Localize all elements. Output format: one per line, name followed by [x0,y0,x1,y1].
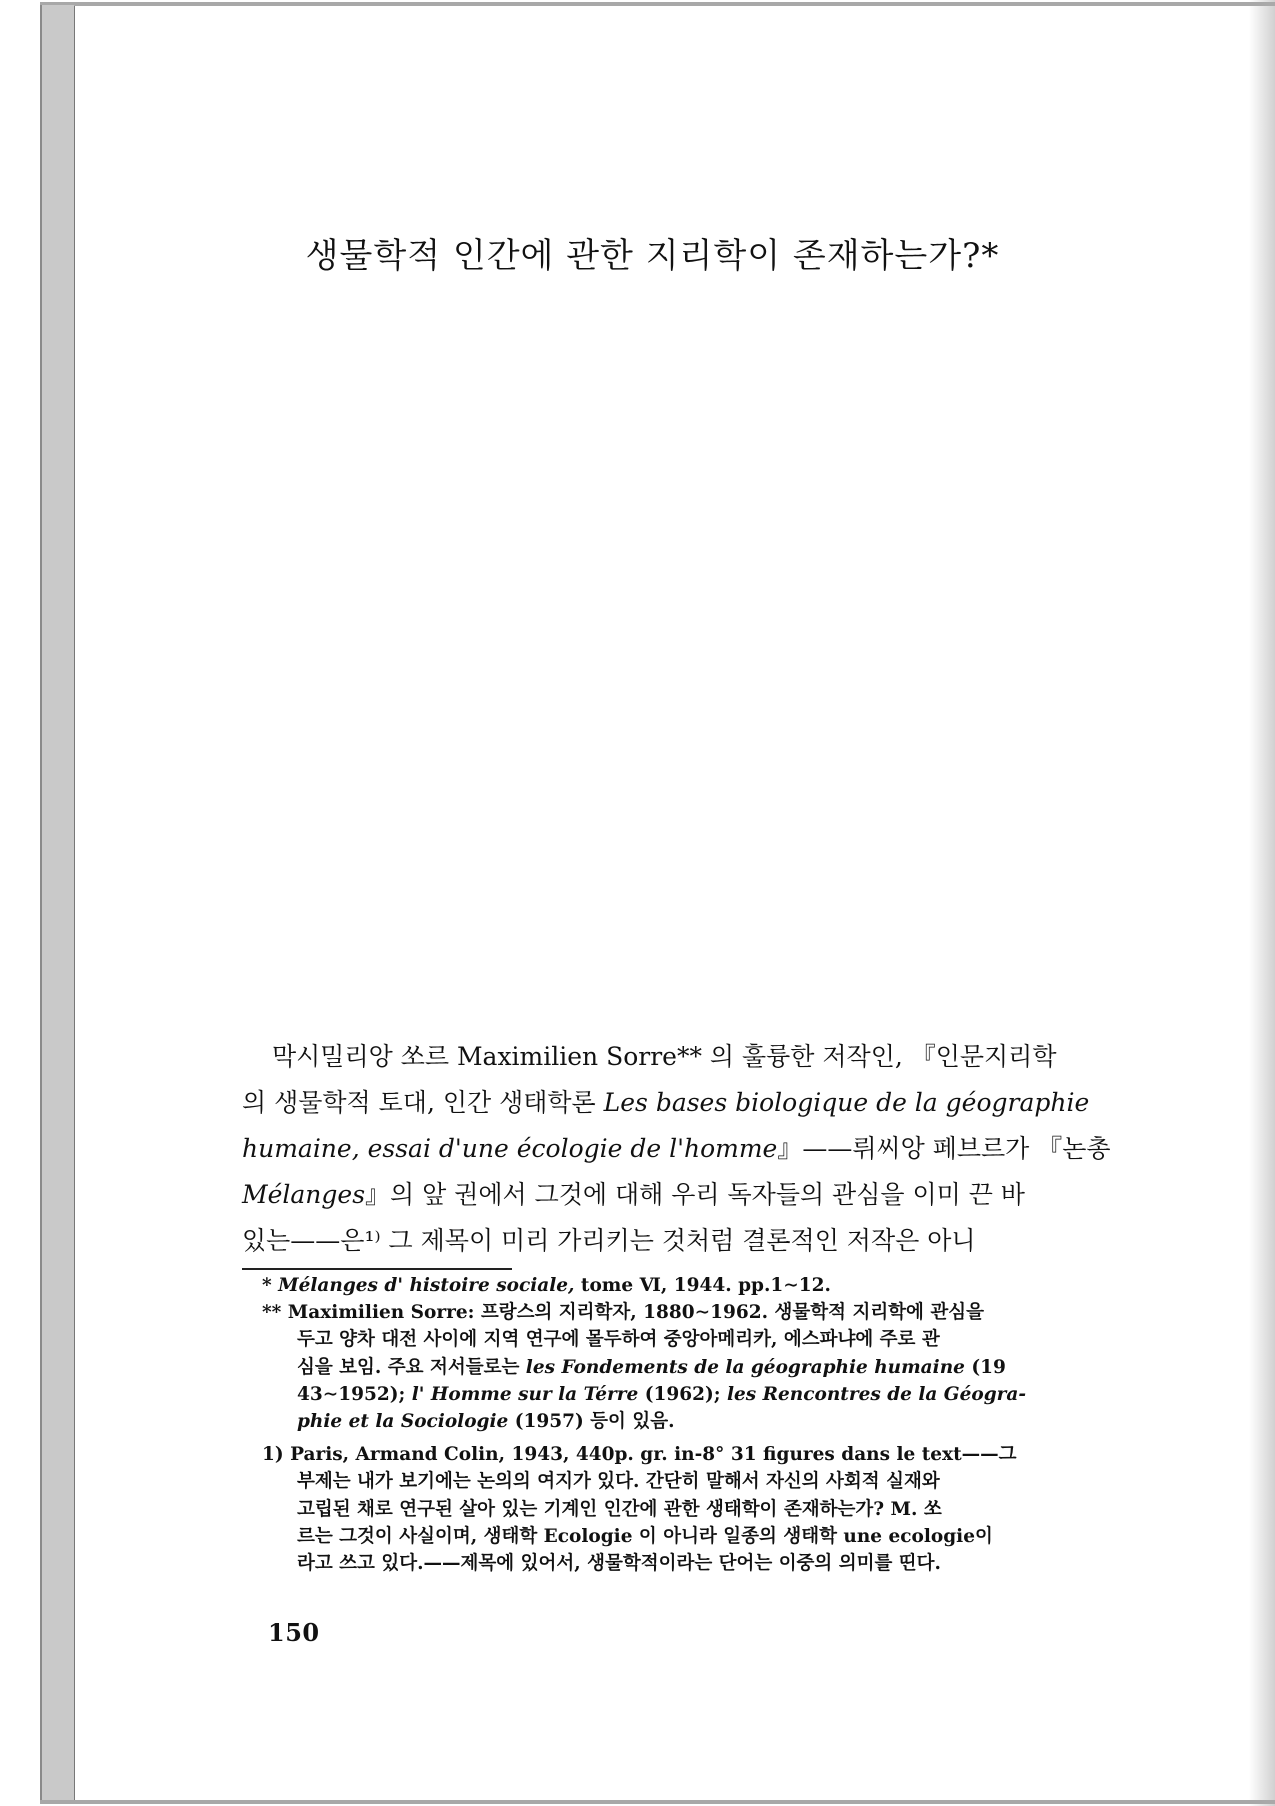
footnote-line [262,1381,1108,1408]
text-run: tome Ⅵ, 1944. pp.1∼12. [574,1275,831,1296]
italic-text: Mélanges [242,1180,366,1209]
body-line [242,1034,1104,1080]
footnote-line [262,1299,1108,1326]
italic-text: les Rencontres de la Géogra- [726,1383,1027,1405]
text-run: 1) Paris, Armand Colin, 1943, 440p. gr. in-8° 31 figures dans le text——그 [262,1444,1017,1466]
text-run: (1962); [638,1383,727,1405]
italic-text: humaine, essai d'une écologie de l'homme [242,1134,778,1163]
text-run: 있는——은¹⁾ 그 제목이 미리 가리키는 것처럼 결론적인 저작은 아니 [242,1226,976,1255]
footnote [262,1272,1108,1299]
footnote-line [262,1523,1108,1550]
footnotes [262,1272,1108,1577]
italic-text: Mélanges d' histoire sociale, [278,1275,575,1296]
text-run: * [262,1275,279,1296]
footnote-line [262,1326,1108,1353]
page-number: 150 [268,1618,320,1647]
italic-text: les Fondements de la géographie humaine [525,1356,965,1378]
text-run: 의 생물학적 토대, 인간 생태학론 [242,1088,604,1117]
body-line [242,1080,1104,1126]
text-run: 43∼1952); [297,1383,412,1405]
footnote-line [262,1550,1108,1577]
footnote-line [262,1468,1108,1495]
text-run: 』——뤼씨앙 페브르가 『논총 [777,1134,1111,1163]
text-run: (1957) 등이 있음. [508,1411,675,1433]
text-run: 고립된 채로 연구된 살아 있는 기계인 인간에 관한 생태학이 존재하는가? M. 쏘 [297,1498,942,1520]
footnote-line [262,1441,1108,1468]
footnote-line [262,1496,1108,1523]
italic-text: l' Homme sur la Térre [411,1383,639,1405]
body-line [242,1172,1104,1218]
text-run: 라고 쓰고 있다.——제목에 있어서, 생물학적이라는 단어는 이중의 의미를 띤다. [297,1553,941,1575]
book-bottom-edge [40,1800,1275,1804]
text-run: 심을 보임. 주요 저서들로는 [297,1356,526,1378]
footnote-line [262,1408,1108,1435]
footnote-rule [242,1268,512,1270]
chapter-title: 생물학적 인간에 관한 지리학이 존재하는가?* [305,236,1000,276]
text-run: 부제는 내가 보기에는 논의의 여지가 있다. 간단히 말해서 자신의 사회적 실재와 [297,1471,940,1493]
body-line [242,1218,1104,1264]
footnote-line [262,1354,1108,1381]
text-run: 』의 앞 권에서 그것에 대해 우리 독자들의 관심을 이미 끈 바 [365,1180,1025,1209]
body-line [242,1126,1111,1172]
text-run: ** Maximilien Sorre: 프랑스의 지리학자, 1880∼1962. 생물학적 지리학에 관심을 [262,1302,984,1324]
footnote-line [262,1272,1108,1299]
italic-text: Les bases biologique de la géographie [603,1088,1090,1117]
text-run: 막시밀리앙 쏘르 Maximilien Sorre** 의 훌륭한 저작인, 『인문지리학 [272,1042,1057,1071]
text-run: (19 [964,1356,1006,1378]
body-text [242,1034,1111,1264]
text-run: 두고 양차 대전 사이에 지역 연구에 몰두하여 중앙아메리카, 에스파냐에 주로 관 [297,1329,940,1351]
text-run: 르는 그것이 사실이며, 생태학 Ecologie 이 아니라 일종의 생태학 une ecologie이 [297,1525,993,1547]
italic-text: phie et la Sociologie [297,1411,509,1433]
footnote [262,1299,1108,1435]
footnote [262,1441,1108,1577]
